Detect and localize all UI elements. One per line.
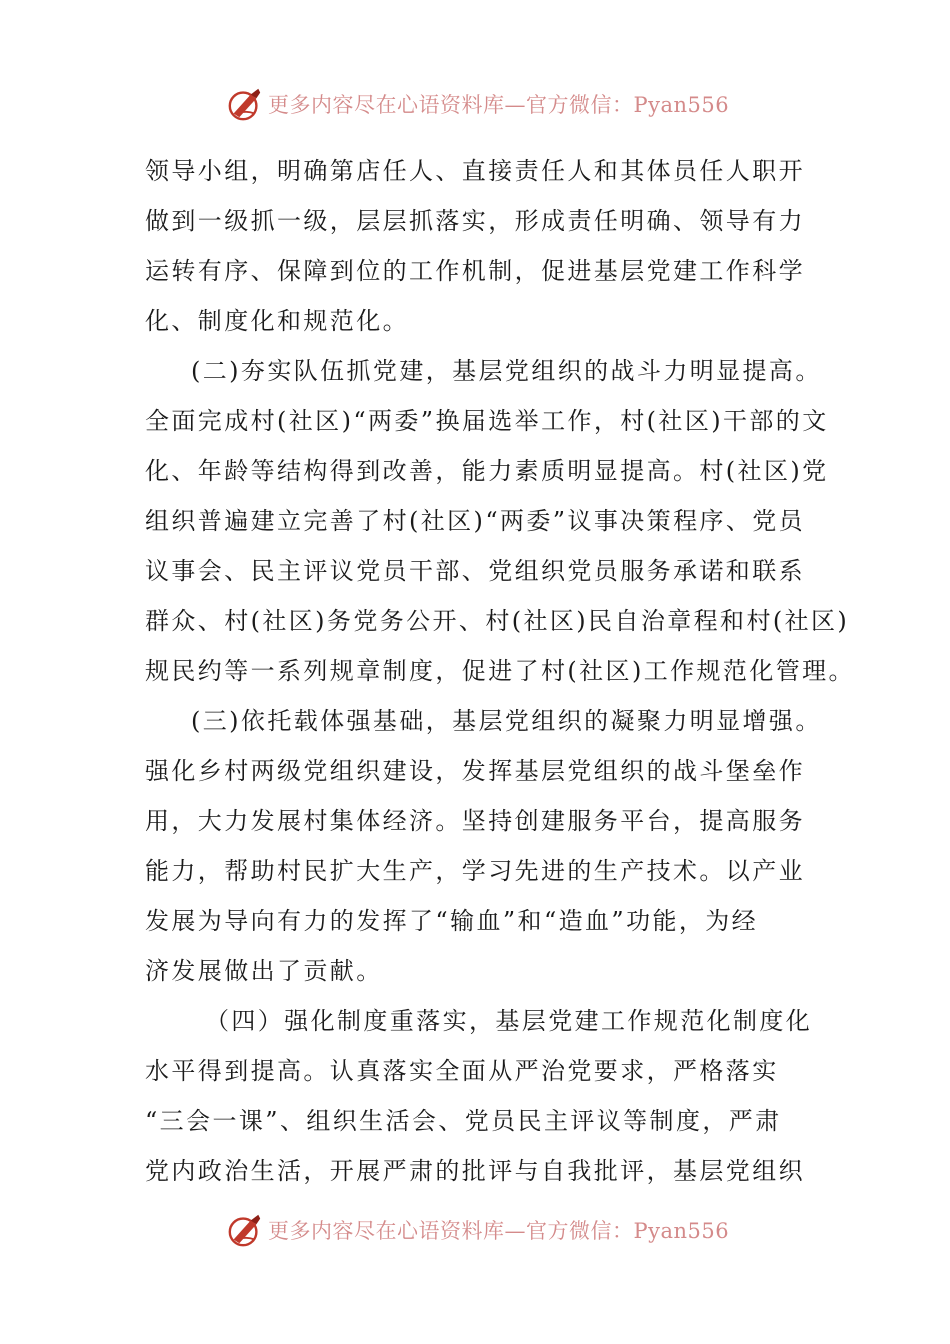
body-line: 规民约等一系列规章制度，促进了村(社区)工作规范化管理。 <box>145 657 855 685</box>
body-line: 水平得到提高。认真落实全面从严治党要求，严格落实 <box>145 1057 779 1085</box>
body-line: 组织普遍建立完善了村(社区)“两委”议事决策程序、党员 <box>145 507 806 535</box>
pen-nib-logo-icon <box>226 1211 264 1249</box>
body-line: 做到一级抓一级，层层抓落实，形成责任明确、领导有力 <box>145 207 805 235</box>
body-line: 济发展做出了贡献。 <box>145 957 383 985</box>
body-line: 议事会、民主评议党员干部、党组织党员服务承诺和联系 <box>145 557 805 585</box>
section-heading-4: （四）强化制度重落实，基层党建工作规范化制度化 <box>205 1007 813 1035</box>
section-heading-2: (二)夯实队伍抓党建，基层党组织的战斗力明显提高。 <box>191 357 822 385</box>
body-line: “三会一课”、组织生活会、党员民主评议等制度，严肃 <box>145 1107 782 1135</box>
body-line: 能力，帮助村民扩大生产，学习先进的生产技术。以产业 <box>145 857 805 885</box>
body-line: 全面完成村(社区)“两委”换届选举工作，村(社区)干部的文 <box>145 407 829 435</box>
watermark-text: 更多内容尽在心语资料库—官方微信：Pyan556 <box>268 93 730 117</box>
body-line: 发展为导向有力的发挥了“输血”和“造血”功能，为经 <box>145 907 759 935</box>
document-body <box>145 146 855 1196</box>
section-heading-3: (三)依托载体强基础，基层党组织的凝聚力明显增强。 <box>191 707 822 735</box>
body-line: 强化乡村两级党组织建设，发挥基层党组织的战斗堡垒作 <box>145 757 805 785</box>
pen-nib-logo-icon <box>226 85 264 123</box>
body-line: 化、制度化和规范化。 <box>145 307 409 335</box>
header-watermark-banner <box>226 84 746 124</box>
body-line: 领导小组，明确第店任人、直接责任人和其体员任人职开 <box>145 157 805 185</box>
body-line: 党内政治生活，开展严肃的批评与自我批评，基层党组织 <box>145 1157 805 1185</box>
watermark-text: 更多内容尽在心语资料库—官方微信：Pyan556 <box>268 1219 730 1243</box>
body-line: 化、年龄等结构得到改善，能力素质明显提高。村(社区)党 <box>145 457 829 485</box>
body-line: 群众、村(社区)务党务公开、村(社区)民自治章程和村(社区) <box>145 607 850 635</box>
body-line: 运转有序、保障到位的工作机制，促进基层党建工作科学 <box>145 257 805 285</box>
body-line: 用，大力发展村集体经济。坚持创建服务平台，提高服务 <box>145 807 805 835</box>
footer-watermark-banner <box>226 1210 746 1250</box>
